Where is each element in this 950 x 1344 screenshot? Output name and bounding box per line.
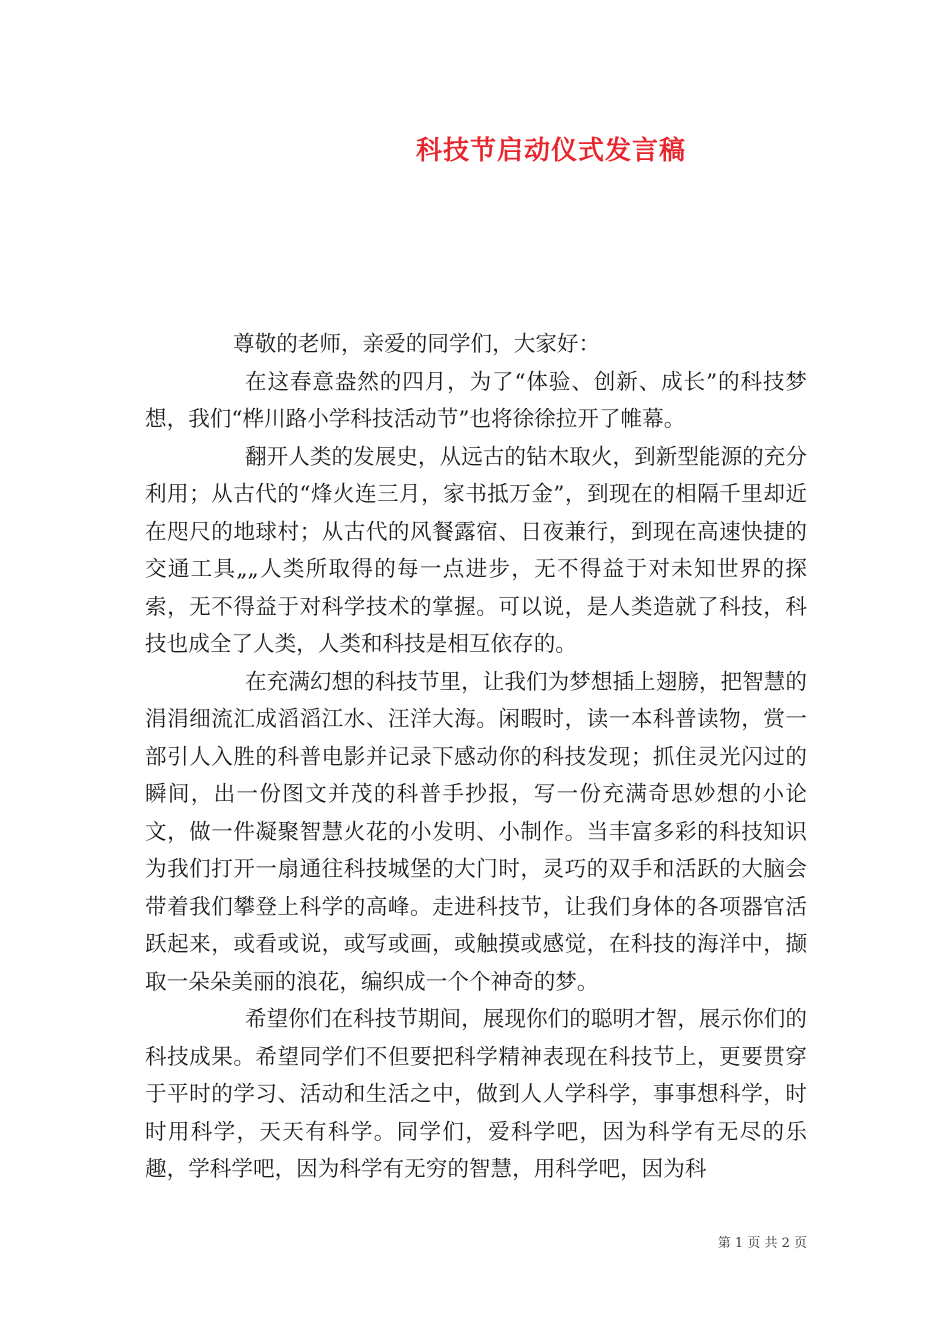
greeting-line: 尊敬的老师，亲爱的同学们，大家好： [233,332,601,357]
document-body [145,326,807,1189]
document-title-wrapper [0,130,950,167]
page-number-footer: 第 1 页 共 2 页 [717,1236,807,1251]
paragraph-1: 在这春意盎然的四月，为了“体验、创新、成长”的科技梦想，我们“桦川路小学科技活动节”也将徐徐拉开了帷幕。 [145,369,807,432]
paragraph-2: 翻开人类的发展史，从远古的钻木取火，到新型能源的充分利用；从古代的“烽火连三月，家书抵万金”，到现在的相隔千里却近在咫尺的地球村；从古代的风餐露宿、日夜兼行，到现在高速快捷的交通工具„„人类所取得的每一点进步，无不得益于对未知世界的探索，无不得益于对科学技术的掌握。可以说，是人类造就了科技，科技也成全了人类，人类和科技是相互依存的。 [145,444,807,657]
document-title: 科技节启动仪式发言稿 [415,136,686,166]
paragraph-3: 在充满幻想的科技节里，让我们为梦想插上翅膀，把智慧的涓涓细流汇成滔滔江水、汪洋大海。闲暇时，读一本科普读物，赏一部引人入胜的科普电影并记录下感动你的科技发现；抓住灵光闪过的瞬间，出一份图文并茂的科普手抄报，写一份充满奇思妙想的小论文，做一件凝聚智慧火花的小发明、小制作。当丰富多彩的科技知识为我们打开一扇通往科技城堡的大门时，灵巧的双手和活跃的大脑会带着我们攀登上科学的高峰。走进科技节，让我们身体的各项器官活跃起来，或看或说，或写或画，或触摸或感觉，在科技的海洋中，撷取一朵朵美丽的浪花，编织成一个个神奇的梦。 [145,669,807,995]
paragraph-4: 希望你们在科技节期间，展现你们的聪明才智，展示你们的科技成果。希望同学们不但要把科学精神表现在科技节上，更要贯穿于平时的学习、活动和生活之中，做到人人学科学，事事想科学，时时用科学，天天有科学。同学们，爱科学吧，因为科学有无尽的乐趣，学科学吧，因为科学有无穷的智慧，用科学吧，因为科 [145,1007,807,1182]
